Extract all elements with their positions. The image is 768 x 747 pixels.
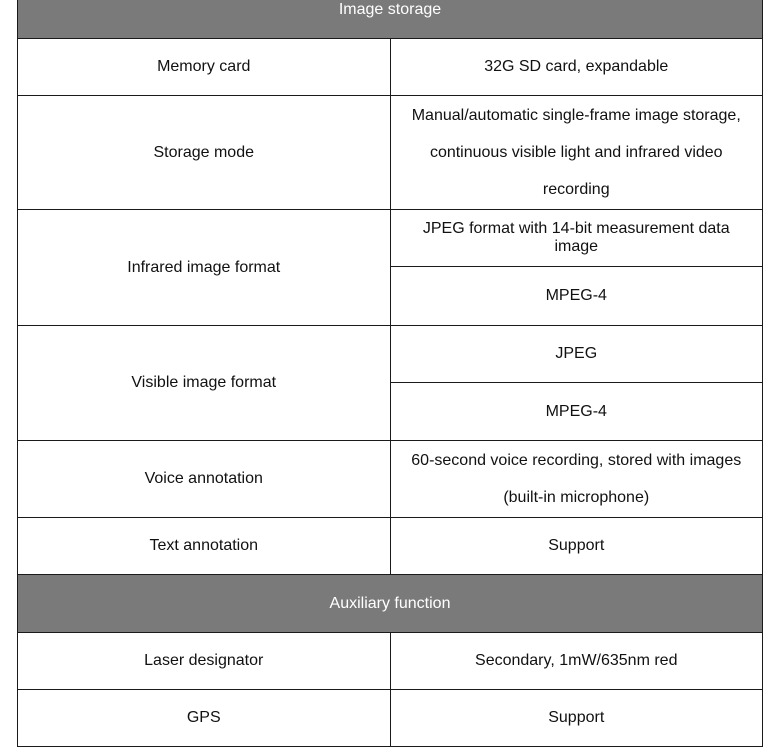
row-label: Text annotation [18, 518, 391, 575]
table-row-memory-card [18, 39, 763, 96]
row-label: Storage mode [18, 96, 391, 210]
row-value: Manual/automatic single-frame image storage, continuous visible light and infrared video recording [390, 96, 763, 210]
row-value: 60-second voice recording, stored with images (built-in microphone) [390, 441, 763, 518]
spec-table [17, 0, 763, 747]
row-value: Support [390, 690, 763, 747]
row-label: Voice annotation [18, 441, 391, 518]
row-label: GPS [18, 690, 391, 747]
row-value: MPEG-4 [390, 383, 763, 441]
section-title: Image storage [18, 0, 763, 39]
row-label: Visible image format [18, 326, 391, 441]
row-value: Secondary, 1mW/635nm red [390, 633, 763, 690]
row-value: Support [390, 518, 763, 575]
row-label: Infrared image format [18, 210, 391, 326]
table-row-gps [18, 690, 763, 747]
row-label: Laser designator [18, 633, 391, 690]
row-value: 32G SD card, expandable [390, 39, 763, 96]
row-value: JPEG format with 14-bit measurement data image [390, 210, 763, 267]
section-title: Auxiliary function [18, 575, 763, 633]
table-row-storage-mode [18, 96, 763, 210]
section-header-auxiliary-function [18, 575, 763, 633]
row-value: JPEG [390, 326, 763, 383]
table-row-visible-format [18, 326, 763, 383]
section-header-image-storage [18, 0, 763, 39]
row-label: Memory card [18, 39, 391, 96]
row-value: MPEG-4 [390, 267, 763, 326]
table-row-text-annotation [18, 518, 763, 575]
table-row-infrared-format [18, 210, 763, 267]
table-row-voice-annotation [18, 441, 763, 518]
table-row-laser-designator [18, 633, 763, 690]
